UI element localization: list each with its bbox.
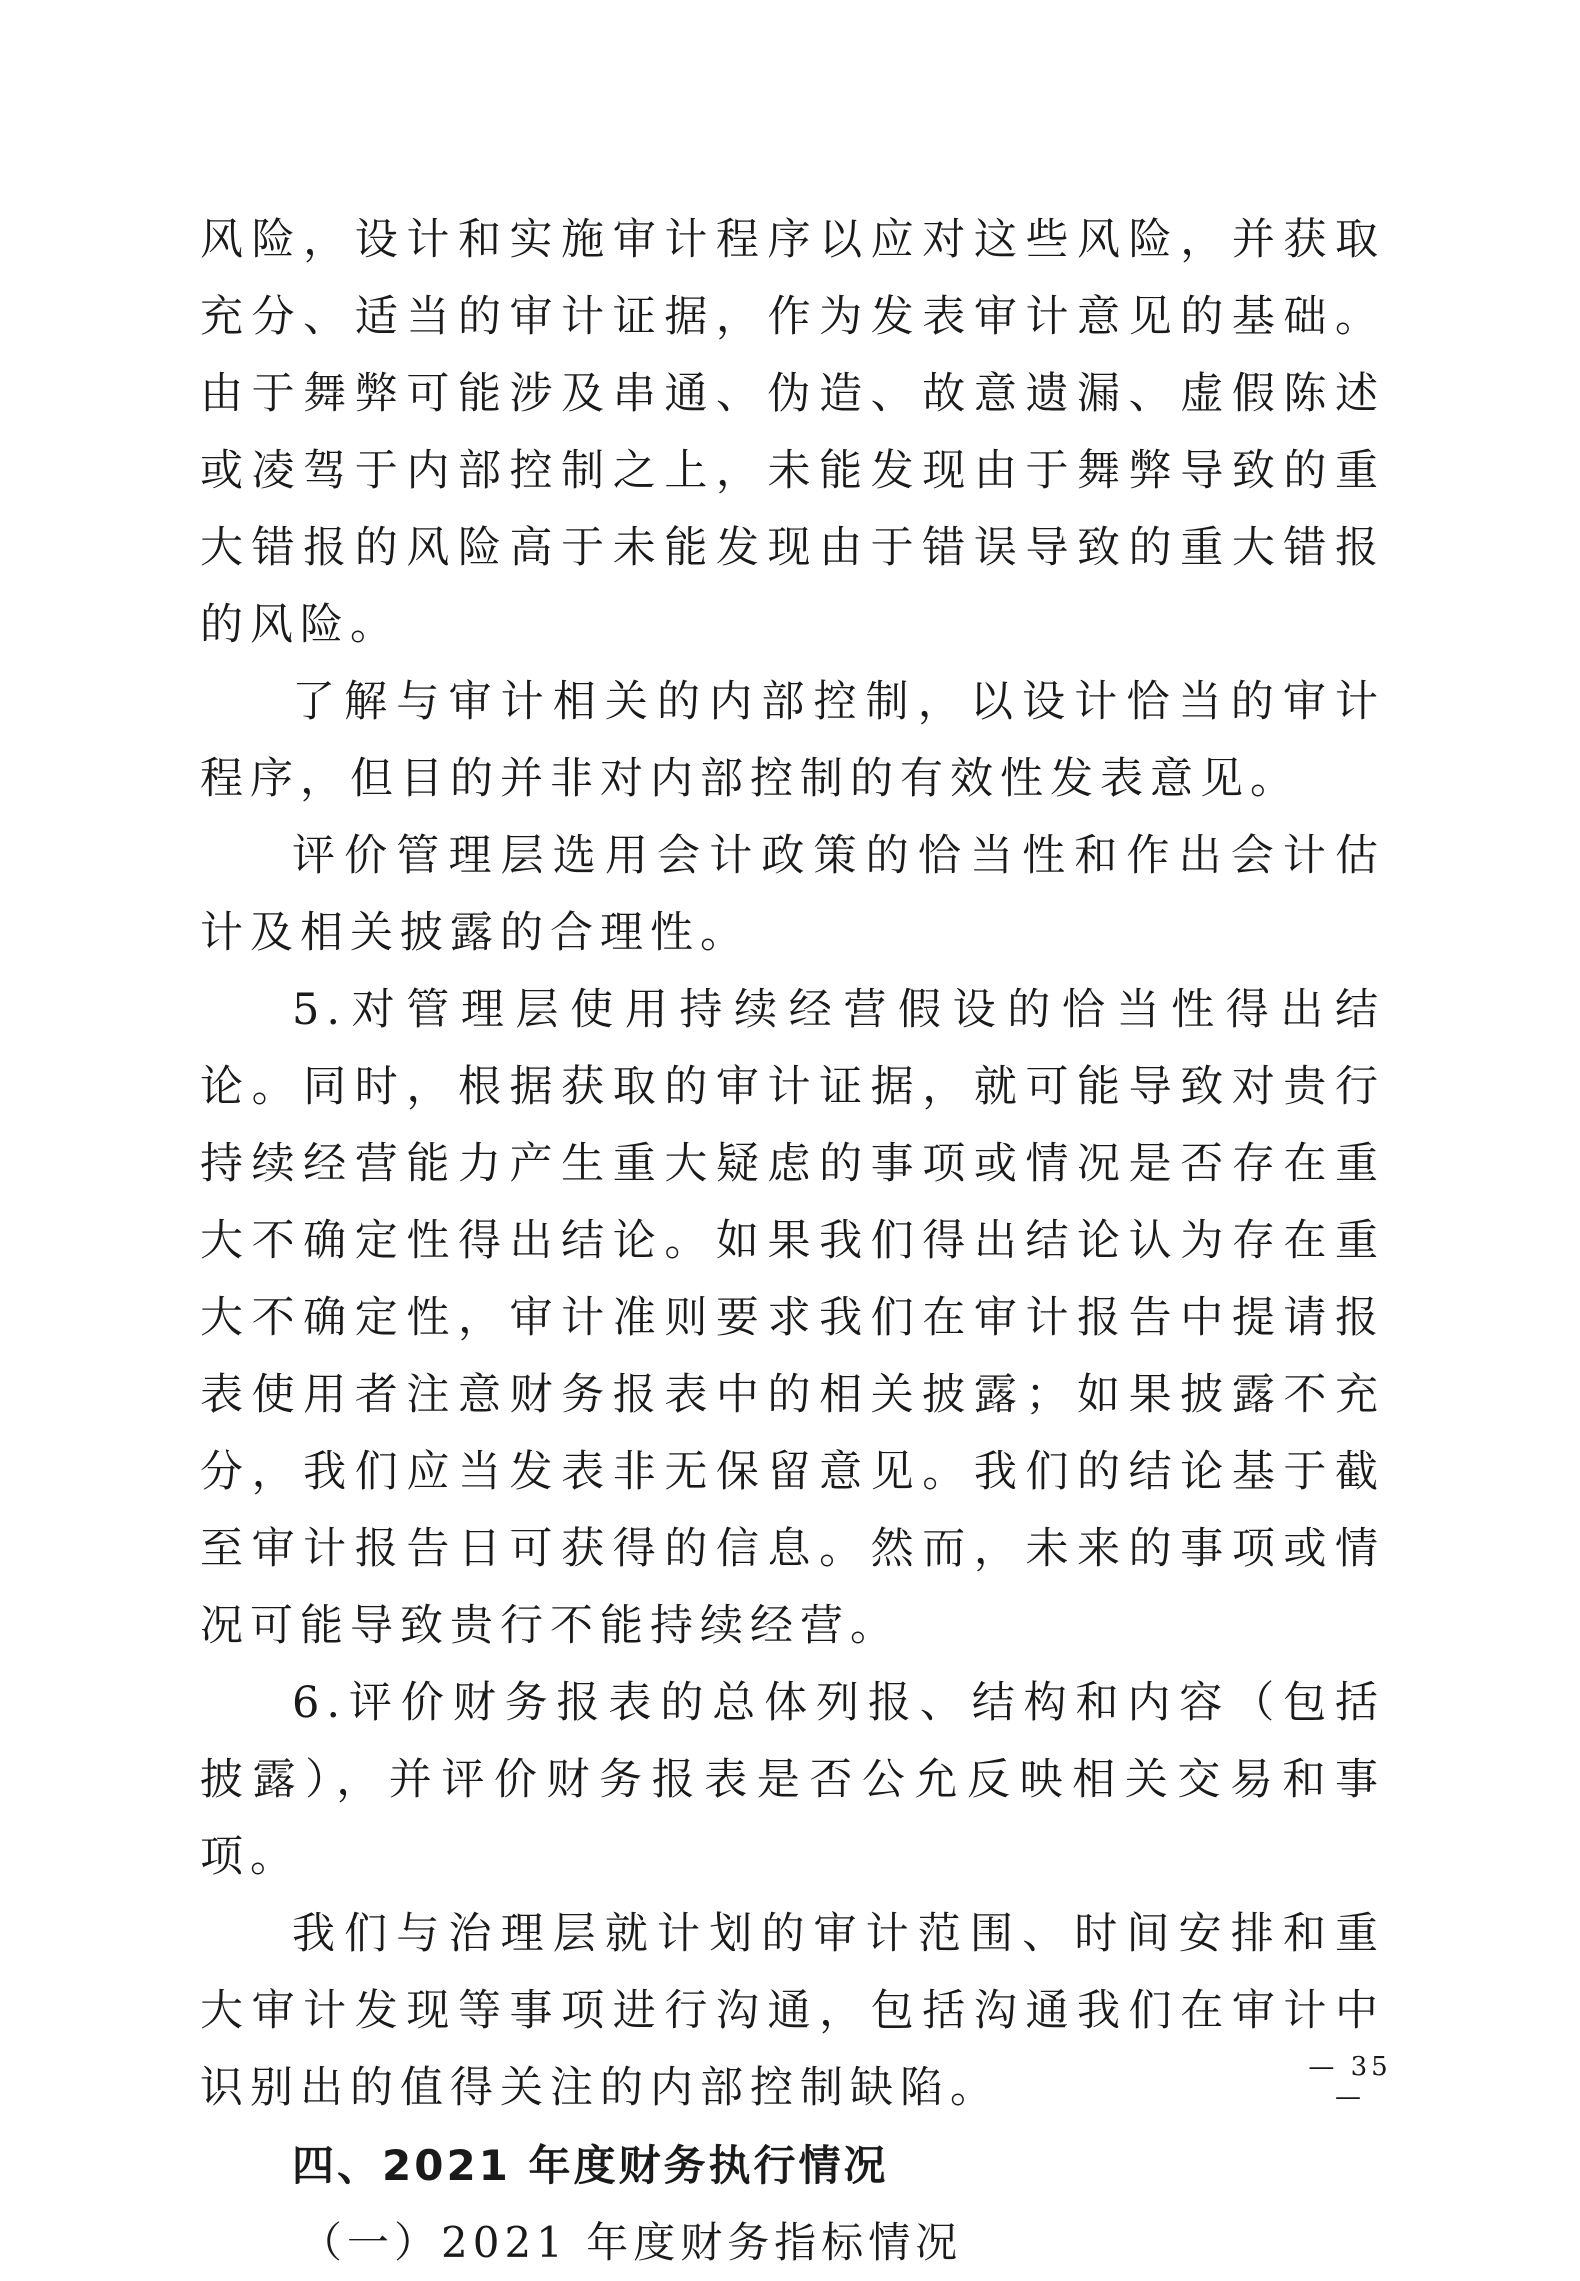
paragraph-accounting-policy: 评价管理层选用会计政策的恰当性和作出会计估计及相关披露的合理性。: [200, 831, 1385, 958]
subsection-heading: （一）2021 年度财务指标情况: [300, 2218, 963, 2267]
paragraph-audit-risk: 风险，设计和实施审计程序以应对这些风险，并获取充分、适当的审计证据，作为发表审计意见的基础。由于舞弊可能涉及串通、伪造、故意遗漏、虚假陈述或凌驾于内部控制之上，未能发现由于舞弊导致的重大错报的风险高于未能发现由于错误导致的重大错报的风险。: [200, 215, 1385, 650]
section-heading: 四、2021 年度财务执行情况: [292, 2141, 889, 2190]
page-number: — 35 —: [1308, 2052, 1392, 2112]
paragraph-presentation: 6.评价财务报表的总体列报、结构和内容（包括披露），并评价财务报表是否公允反映相关交易和事项。: [200, 1678, 1385, 1882]
paragraph-internal-control: 了解与审计相关的内部控制，以设计恰当的审计程序，但目的并非对内部控制的有效性发表意见。: [200, 677, 1385, 804]
paragraph-governance-communication: 我们与治理层就计划的审计范围、时间安排和重大审计发现等事项进行沟通，包括沟通我们在审计中识别出的值得关注的内部控制缺陷。: [200, 1909, 1385, 2113]
document-body: [200, 202, 1385, 2281]
paragraph-going-concern: 5.对管理层使用持续经营假设的恰当性得出结论。同时，根据获取的审计证据，就可能导致对贵行持续经营能力产生重大疑虑的事项或情况是否存在重大不确定性得出结论。如果我们得出结论认为存在重大不确定性，审计准则要求我们在审计报告中提请报表使用者注意财务报表中的相关披露；如果披露不充分，我们应当发表非无保留意见。我们的结论基于截至审计报告日可获得的信息。然而，未来的事项或情况可能导致贵行不能持续经营。: [200, 985, 1385, 1651]
